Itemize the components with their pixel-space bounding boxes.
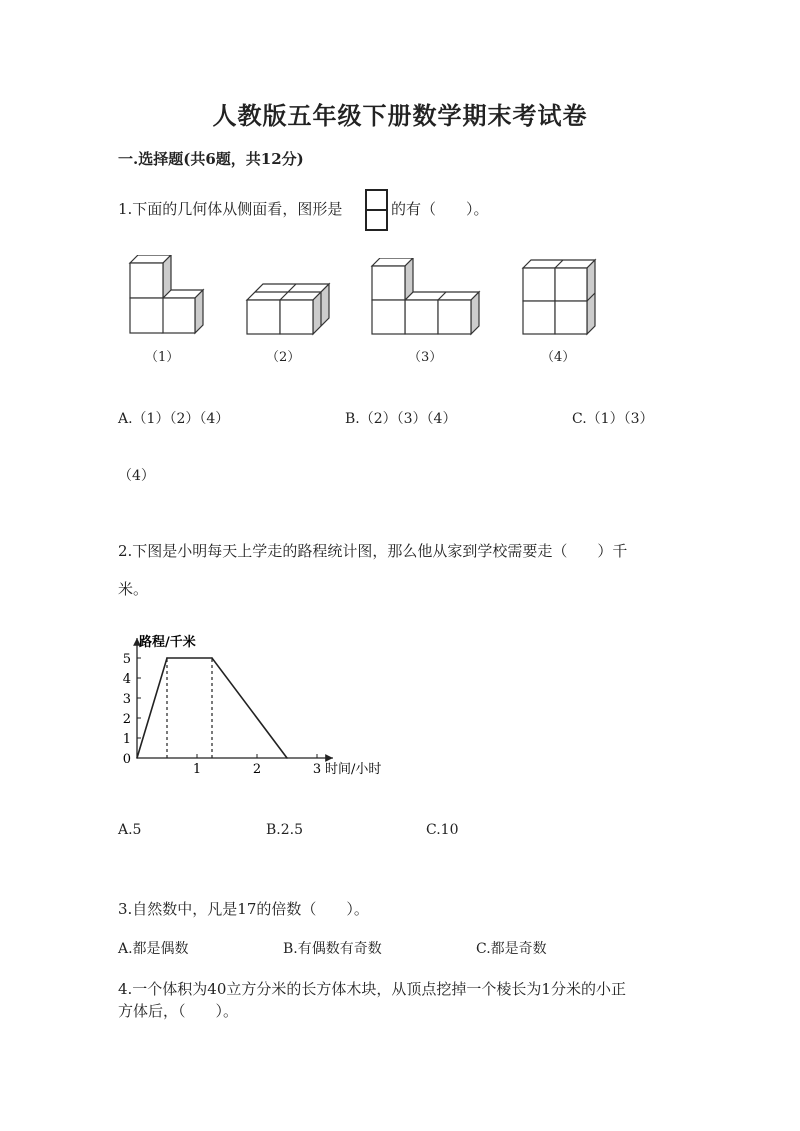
figure-2-solid (243, 280, 333, 338)
figure-3-solid (368, 258, 486, 338)
data-point (166, 657, 168, 659)
question-2-option-c[interactable]: C.10 (426, 822, 459, 838)
y-tick-label: 2 (122, 712, 131, 727)
question-1-option-b[interactable]: B.（2）（3）（4） (345, 411, 457, 427)
figure-1-label: （1） (145, 350, 180, 365)
x-tick-label: 3 (312, 762, 322, 777)
y-axis-label: 路程/千米 (139, 635, 196, 650)
question-4-line-1: 4.一个体积为40立方分米的长方体木块，从顶点挖掉一个棱长为1分米的小正 (118, 980, 626, 998)
question-1-option-a[interactable]: A.（1）（2）（4） (118, 411, 230, 427)
question-1-text-start: 1.下面的几何体从侧面看，图形是 (118, 200, 343, 218)
question-2-option-b[interactable]: B.2.5 (266, 822, 304, 838)
question-1-text-end: 的有（ ）。 (391, 200, 489, 218)
question-3-option-a[interactable]: A.都是偶数 (118, 941, 189, 957)
page-title: 人教版五年级下册数学期末考试卷 (212, 101, 588, 130)
x-axis-label: 时间/小时 (325, 762, 382, 777)
figure-4-label: （4） (541, 350, 576, 365)
question-1-option-c[interactable]: C.（1）（3） (572, 411, 654, 427)
question-1-option-c-continued: （4） (118, 468, 155, 484)
data-point (286, 757, 288, 759)
data-point (136, 757, 138, 759)
section-heading: 一.选择题(共6题，共12分) (118, 150, 304, 168)
y-tick-label: 3 (122, 692, 131, 707)
y-tick-label: 0 (122, 752, 131, 767)
question-3-text: 3.自然数中，凡是17的倍数（ ）。 (118, 900, 369, 918)
y-tick-label: 5 (122, 652, 131, 667)
question-3-option-c[interactable]: C.都是奇数 (476, 941, 547, 957)
y-tick-label: 4 (122, 672, 131, 687)
question-2-option-a[interactable]: A.5 (118, 822, 142, 838)
figure-4-solid (519, 256, 601, 338)
y-tick-label: 1 (122, 732, 131, 747)
figure-3-label: （3） (408, 350, 443, 365)
side-view-icon (365, 189, 389, 233)
x-tick-label: 1 (192, 762, 202, 777)
question-4-line-2: 方体后，（ ）。 (118, 1002, 239, 1020)
figure-1-solid (125, 255, 210, 337)
distance-time-chart (115, 630, 405, 780)
data-point (211, 657, 213, 659)
question-2-line-1: 2.下图是小明每天上学走的路程统计图，那么他从家到学校需要走（ ）千 (118, 542, 628, 560)
question-2-line-2: 米。 (118, 580, 149, 598)
figure-2-label: （2） (266, 350, 301, 365)
question-3-option-b[interactable]: B.有偶数有奇数 (283, 941, 382, 957)
x-tick-label: 2 (252, 762, 262, 777)
